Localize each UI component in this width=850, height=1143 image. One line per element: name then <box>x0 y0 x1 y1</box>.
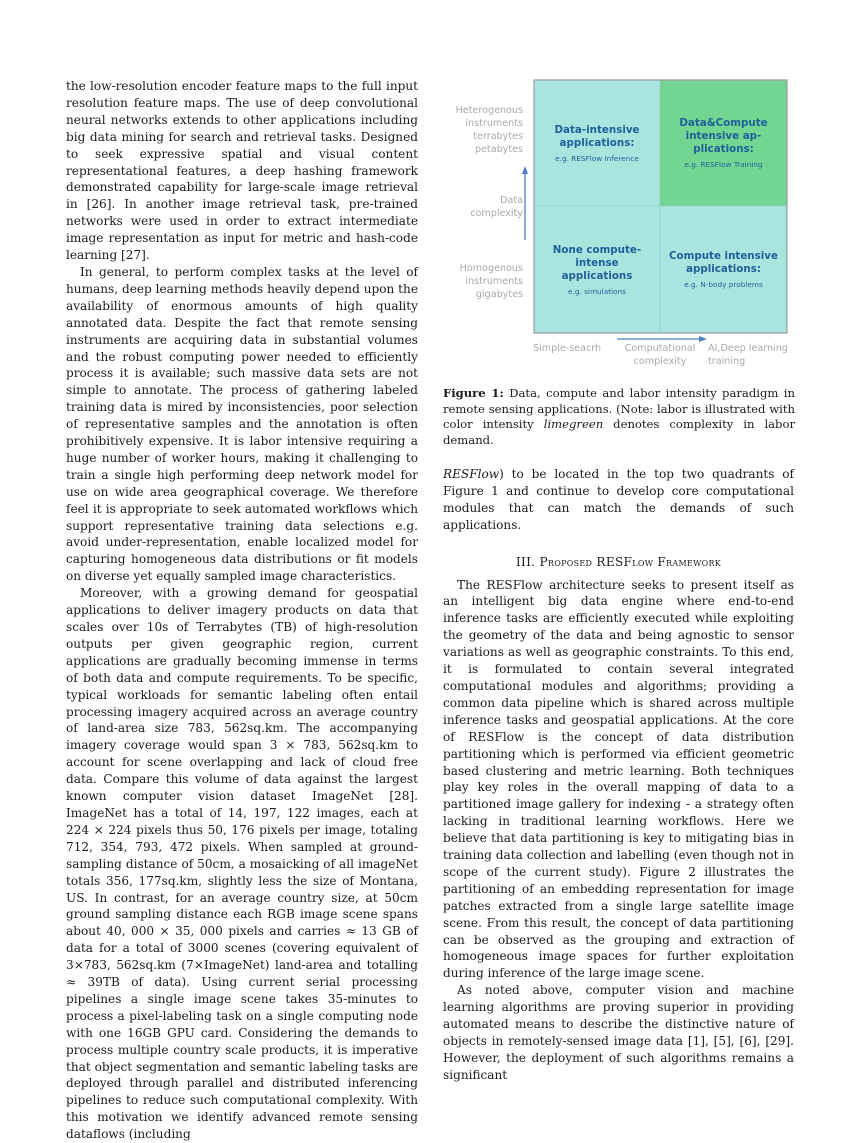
caption-text-end: denotes complexity in labor demand. <box>443 417 796 447</box>
body-paragraph: The RESFlow architecture seeks to present itself as an intelligent big data engine where end-to-end inference tasks are efficiently executed while exploiting the geometry of the data and being agnostic to sensor variations as well as geographic constraints. To this end, it is formulated to contain several integrated computational modules and algorithms; providing a common data pipeline which is shared across multiple inference tasks and geospatial applications. At the core of RESFlow is the concept of data distribution partitioning which is performed via efficient geometric based clustering and metric learning. Both techniques play key roles in the overall mapping of data to a partitioned image gallery for indexing - a strategy often lacking in traditional learning workflows. Here we believe that data partitioning is key to mitigating bias in training data collection and labelling (even though not in scope of the current study). Figure 2 illustrates the partitioning of an embedding representation for image patches extracted from a single large satellite image scene. From this result, the concept of data partitioning can be observed as the grouping and extraction of homogeneous image spaces for further exploitation during inference of the large image scene. <box>443 577 794 981</box>
quadrant-title: Compute intensive applications: <box>668 250 778 275</box>
quadrant-example: e.g. N-body problems <box>684 280 763 289</box>
quadrant-title: Data-intensive applications: <box>554 123 640 149</box>
body-paragraph: Moreover, with a growing demand for geospatial applications to deliver imagery products on data that scales over 10s of Terrabytes (TB) of high-resolution outputs per given geographic region, current applications are gradually becoming immense in terms of both data and compute requirements. To be specific, typical workloads for semantic labeling often entail processing imagery acquired across an average country of land-area size 783, 562sq.km. The accompanying imagery coverage would span 3 × 783, 562sq.km to account for scene overlapping and lack of cloud free data. Compare this volume of data against the largest known computer vision dataset ImageNet [28]. ImageNet has a total of 14, 197, 122 images, each at 224 × 224 pixels thus 50, 176 pixels per image, totaling 712, 354, 793, 472 pixels. When sampled at ground-sampling distance of 50cm, a mosaicking of all imageNet totals 356, 177sq.km, slightly less the size of Montana, US. In contrast, for an average country size, at 50cm ground sampling distance each RGB image scene spans about 40, 000 × 35, 000 pixels and carries ≈ 13 GB of data for a total of 3000 scenes (covering equivalent of 3×783, 562sq.km (7×ImageNet) land-area and totalling ≈ 39TB of data). Using current serial processing pipelines a single image scene takes 35-minutes to process a pixel-labeling task on a single computing node with one 16GB GPU card. Considering the demands to process multiple country scale products, it is imperative that object segmentation and semantic labeling tasks are deployed through parallel and distributed inferencing pipelines to reduce such computational complexity. With this motivation we identify advanced remote sensing dataflows (including <box>66 586 418 1142</box>
y-label-heterogenous: Heterogenous instruments terrabytes petabytes <box>455 105 523 155</box>
y-label-homogenous: Homogenous instruments gigabytes <box>459 263 523 300</box>
body-paragraph: the low-resolution encoder feature maps to the full input resolution feature maps. The use of deep convolutional neural networks extends to other applications including big data mining for search and retrieval tasks. Designed to seek expressive spatial and visual content representational features, a deep hashing framework demonstrated capability for large-scale image retrieval in [26]. In another image retrieval task, pre-trained networks were used in order to extract intermediate image representation as input for metric and hash-code learning [27]. <box>66 79 418 263</box>
x-label-simple-search: Simple-seacrh <box>533 343 602 354</box>
caption-label: Figure 1: <box>443 386 504 400</box>
quadrant-title: None compute- intense applications <box>552 243 642 282</box>
y-label-data-complexity: Data complexity <box>470 195 523 219</box>
body-paragraph <box>443 466 794 534</box>
x-label-ai-deep-learning: AI,Deep learning training <box>708 343 788 367</box>
section-heading <box>443 554 794 571</box>
x-label-computational-complexity: Computational complexity <box>624 343 696 367</box>
quadrant-example: e.g. RESFlow Training <box>684 160 763 169</box>
y-axis-arrow-head <box>522 166 528 174</box>
grid-border <box>534 80 787 333</box>
figure-caption <box>443 386 795 448</box>
caption-text: Data, compute and labor intensity paradigm in remote sensing applications. (Note: labor is illustrated with color intensity <box>443 386 795 432</box>
figure-1 <box>443 78 795 438</box>
continuation-text: ) to be located in the top two quadrants of Figure 1 and continue to develop core computational modules that can match the demands of such applications. <box>443 467 794 532</box>
section-number: III. <box>515 554 536 569</box>
quadrant-example: e.g. RESFlow Inference <box>555 153 639 163</box>
section-title: Proposed RESFlow Framework <box>539 554 722 569</box>
resflow-italic: RESFlow <box>443 467 500 481</box>
right-column <box>443 466 794 1084</box>
body-paragraph: In general, to perform complex tasks at the level of humans, deep learning methods heavily depend upon the availability of enormous amounts of high quality annotated data. Despite the fact that remote sensing instruments are acquiring data in substantial volumes and the robust computing power needed to efficiently process it is available; such massive data sets are not simple to annotate. The process of gathering labeled training data is mired by inconsistencies, poor selection of representative samples and the annotation is often prohibitively expensive. It is labor intensive requiring a huge number of worker hours, making it challenging to train a single high performing deep network model for use on wide area geographical coverage. We therefore feel it is appropriate to seek automated workflows which support representative training data selections e.g. avoid under-representation, enable localized model for capturing homogeneous data distributions or fit models on diverse yet equally sampled image characteristics. <box>66 264 418 584</box>
quadrant-title: Data&Compute intensive ap- plications: <box>679 117 768 155</box>
left-column <box>66 78 418 1143</box>
quadrant-example: e.g. simulations <box>568 286 626 296</box>
body-paragraph: As noted above, computer vision and machine learning algorithms are proving superior in providing automated means to describe the distinctive nature of objects in remotely-sensed image data [1], [5], [6], [29]. However, the deployment of such algorithms remains a significant <box>443 983 794 1082</box>
caption-emphasis: limegreen <box>543 417 604 432</box>
